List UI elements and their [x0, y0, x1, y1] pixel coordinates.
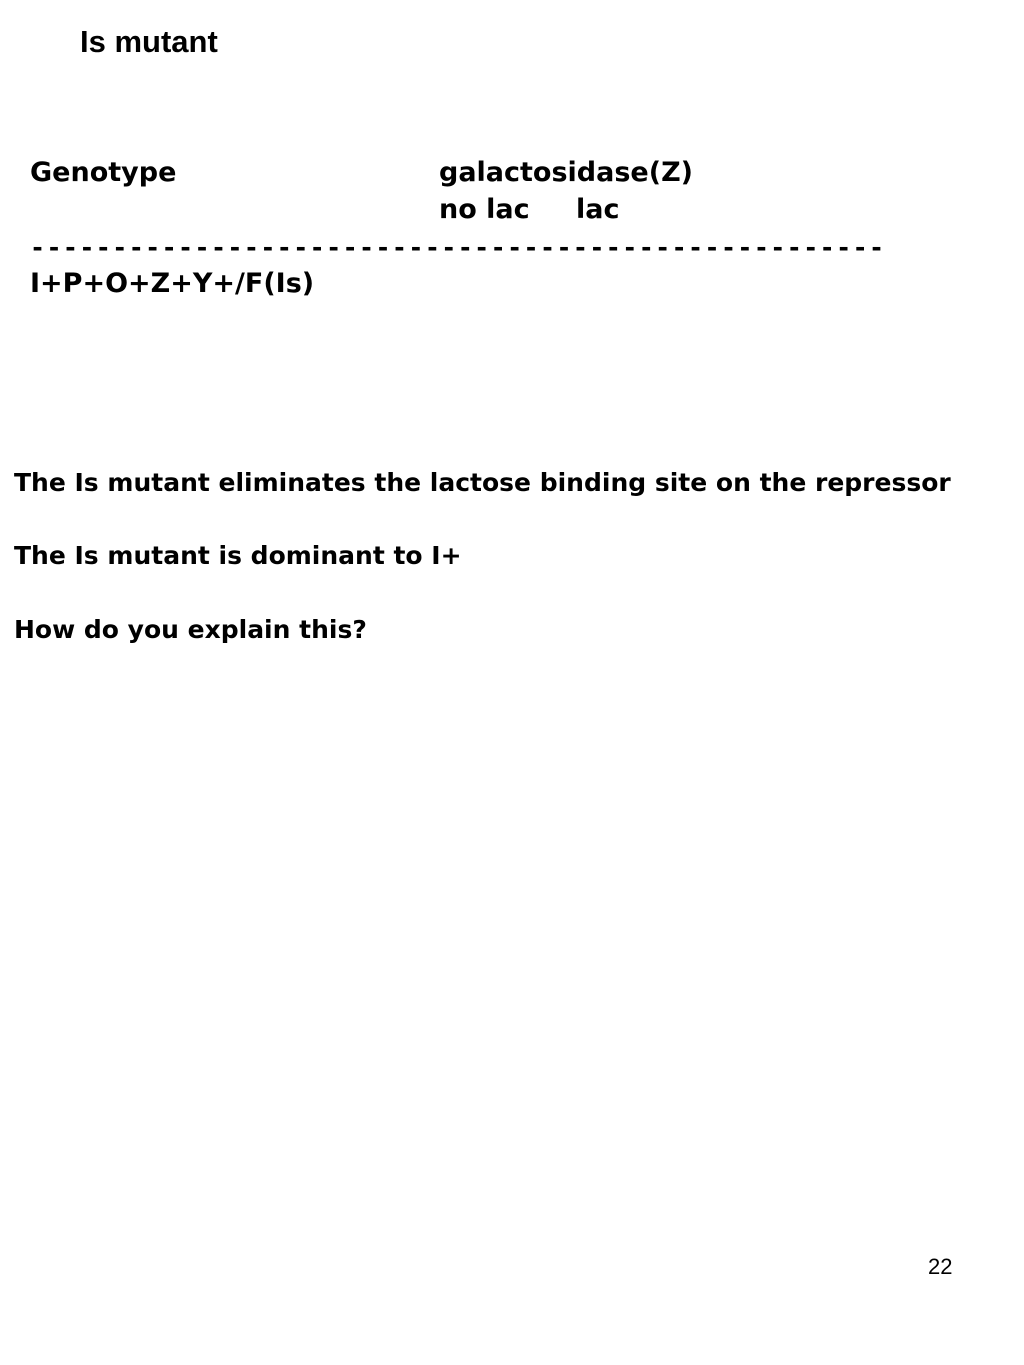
- statement-dominance: The Is mutant is dominant to I+: [14, 541, 462, 570]
- genotype-column-header: Genotype: [30, 157, 177, 188]
- slide-title: Is mutant: [80, 24, 218, 59]
- table-divider: ----------------------------------------------------: [30, 233, 886, 262]
- no-lac-subheader: no lac: [439, 194, 530, 225]
- statement-binding-site: The Is mutant eliminates the lactose binding site on the repressor: [14, 468, 951, 497]
- lac-subheader: lac: [576, 194, 620, 225]
- page-number: 22: [928, 1254, 953, 1279]
- galactosidase-column-header: galactosidase(Z): [439, 157, 693, 188]
- statement-question: How do you explain this?: [14, 615, 367, 644]
- table-row-genotype: I+P+O+Z+Y+/F(Is): [30, 268, 315, 299]
